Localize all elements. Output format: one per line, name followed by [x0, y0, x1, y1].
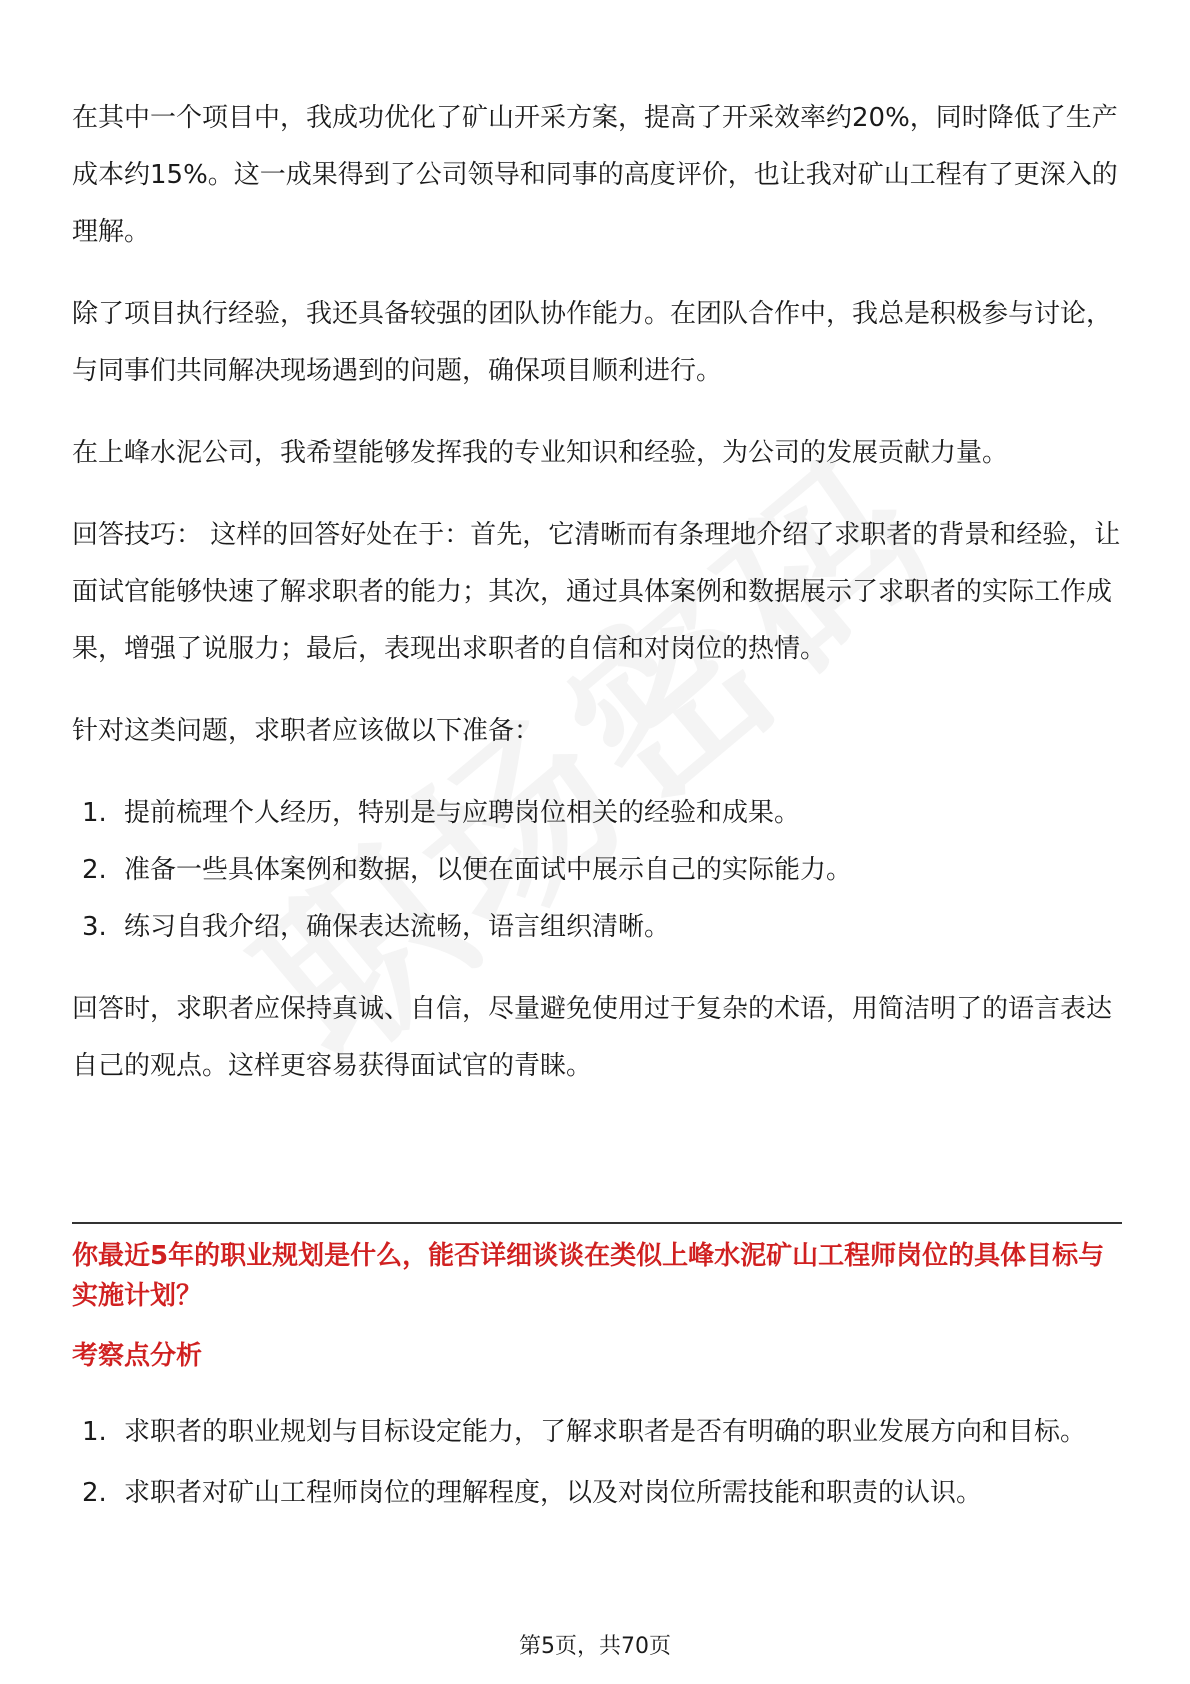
- list-item: [72, 785, 1122, 842]
- list-number: 1.: [82, 1417, 107, 1447]
- list-number: 2.: [82, 855, 107, 885]
- analysis-list: [72, 1404, 1122, 1526]
- paragraph-project-result: 在其中一个项目中，我成功优化了矿山开采方案，提高了开采效率约20%，同时降低了生产成本约15%。这一成果得到了公司领导和同事的高度评价，也让我对矿山工程有了更深入的理解。: [72, 103, 1118, 247]
- paragraph-prep-intro: 针对这类问题，求职者应该做以下准备：: [72, 716, 541, 746]
- list-text: 求职者对矿山工程师岗位的理解程度，以及对岗位所需技能和职责的认识。: [124, 1478, 983, 1508]
- paragraph-teamwork: 除了项目执行经验，我还具备较强的团队协作能力。在团队合作中，我总是积极参与讨论，与同事们共同解决现场遇到的问题，确保项目顺利进行。: [72, 299, 1113, 386]
- list-text: 准备一些具体案例和数据，以便在面试中展示自己的实际能力。: [124, 855, 853, 885]
- list-text: 提前梳理个人经历，特别是与应聘岗位相关的经验和成果。: [124, 798, 801, 828]
- answer-body: [72, 90, 1122, 1120]
- list-number: 1.: [82, 798, 107, 828]
- interview-question: 你最近5年的职业规划是什么，能否详细谈谈在类似上峰水泥矿山工程师岗位的具体目标与实施计划？: [72, 1241, 1105, 1311]
- analysis-heading: 考察点分析: [72, 1341, 203, 1371]
- list-item: [72, 1465, 1122, 1522]
- list-item: [72, 1404, 1122, 1461]
- page-number: 第5页，共70页: [519, 1634, 671, 1659]
- paragraph-closing: 回答时，求职者应保持真诚、自信，尽量避免使用过于复杂的术语，用简洁明了的语言表达自己的观点。这样更容易获得面试官的青睐。: [72, 994, 1113, 1081]
- list-text: 练习自我介绍，确保表达流畅，语言组织清晰。: [124, 912, 671, 942]
- list-text: 求职者的职业规划与目标设定能力，了解求职者是否有明确的职业发展方向和目标。: [124, 1417, 1087, 1447]
- paragraph-answer-tips: 回答技巧： 这样的回答好处在于：首先，它清晰而有条理地介绍了求职者的背景和经验，让面试官能够快速了解求职者的能力；其次，通过具体案例和数据展示了求职者的实际工作成果，增强了说服力；最后，表现出求职者的自信和对岗位的热情。: [72, 520, 1121, 664]
- prep-list: [72, 785, 1122, 956]
- list-item: [72, 842, 1122, 899]
- list-number: 2.: [82, 1478, 107, 1508]
- list-number: 3.: [82, 912, 107, 942]
- section-divider: [72, 1222, 1122, 1224]
- paragraph-aspiration: 在上峰水泥公司，我希望能够发挥我的专业知识和经验，为公司的发展贡献力量。: [72, 438, 1009, 468]
- list-item: [72, 899, 1122, 956]
